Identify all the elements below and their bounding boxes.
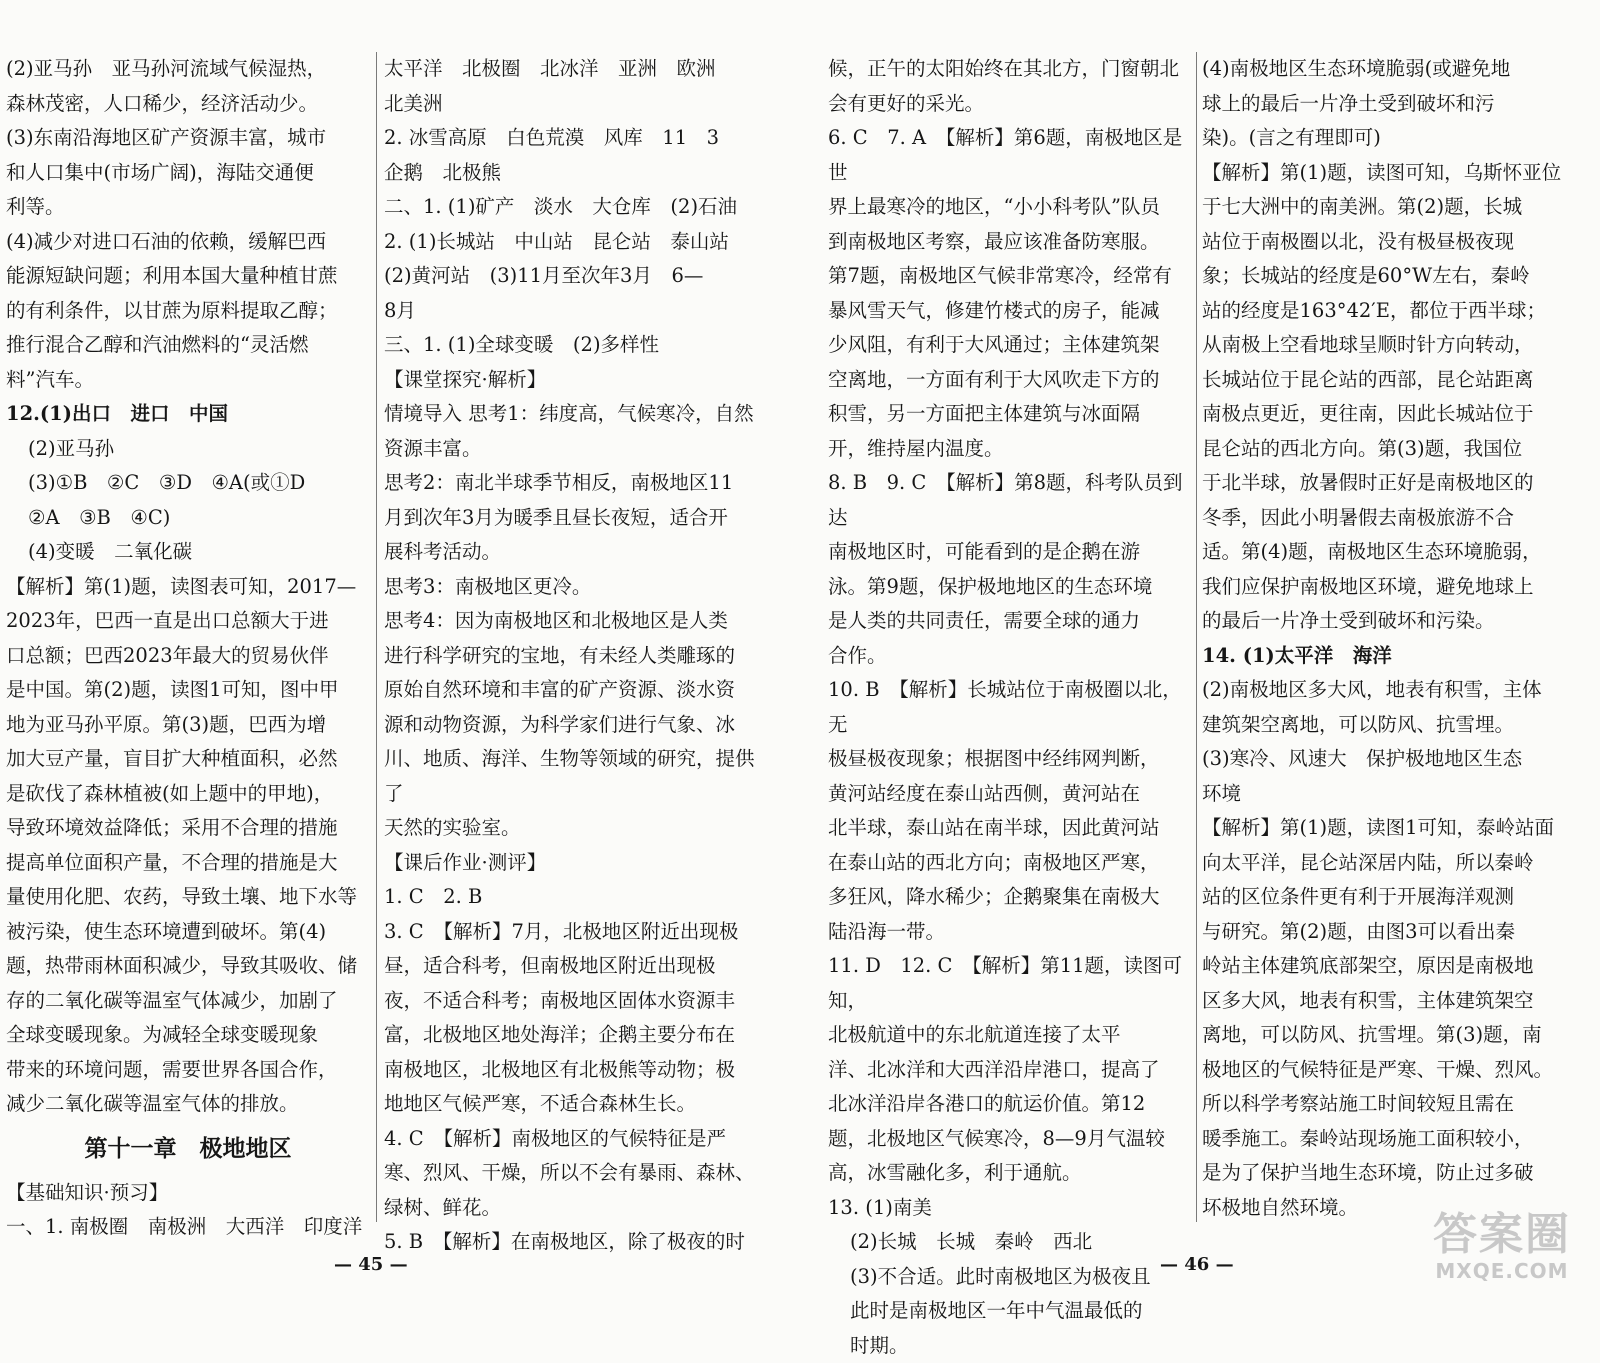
text-line: 空离地，一方面有利于大风吹走下方的 bbox=[828, 363, 1188, 398]
text-line: 区多大风，地表有积雪，主体建筑架空 bbox=[1202, 984, 1582, 1019]
text-line: (2)黄河站 (3)11月至次年3月 6— bbox=[384, 259, 762, 294]
text-line: 积雪，另一方面把主体建筑与冰面隔 bbox=[828, 397, 1188, 432]
text-line: 所以科学考察站施工时间较短且需在 bbox=[1202, 1087, 1582, 1122]
text-line: 量使用化肥、农药，导致土壤、地下水等 bbox=[6, 880, 370, 915]
text-line: 6. C 7. A 【解析】第6题，南极地区是世 bbox=[828, 121, 1188, 190]
text-line: 全球变暖现象。为减轻全球变暖现象 bbox=[6, 1018, 370, 1053]
page-number: — 45 — bbox=[334, 1254, 408, 1275]
text-line: 推行混合乙醇和汽油燃料的“灵活燃 bbox=[6, 328, 370, 363]
text-line: 的有利条件，以甘蔗为原料提取乙醇； bbox=[6, 294, 370, 329]
text-line: 利等。 bbox=[6, 190, 370, 225]
text-line: (4)变暖 二氧化碳 bbox=[6, 535, 370, 570]
text-line: 环境 bbox=[1202, 777, 1582, 812]
text-line: 北极航道中的东北航道连接了太平 bbox=[828, 1018, 1188, 1053]
watermark-logo bbox=[1422, 1211, 1582, 1283]
text-line: 站位于南极圈以北，没有极昼极夜现 bbox=[1202, 225, 1582, 260]
text-line: 绿树、鲜花。 bbox=[384, 1191, 762, 1226]
text-line: 是人类的共同责任，需要全球的通力 bbox=[828, 604, 1188, 639]
text-line: (3)不合适。此时南极地区为极夜且 bbox=[828, 1260, 1188, 1295]
text-line: (2)亚马孙 亚马孙河流域气候湿热， bbox=[6, 52, 370, 87]
text-line: 长城站位于昆仑站的西部，昆仑站距离 bbox=[1202, 363, 1582, 398]
text-line: 思考3：南极地区更冷。 bbox=[384, 570, 762, 605]
text-line: 于北半球，放暑假时正好是南极地区的 bbox=[1202, 466, 1582, 501]
text-line: 此时是南极地区一年中气温最低的 bbox=[828, 1294, 1188, 1329]
text-line: 会有更好的采光。 bbox=[828, 87, 1188, 122]
text-line: 资源丰富。 bbox=[384, 432, 762, 467]
text-line: 企鹅 北极熊 bbox=[384, 156, 762, 191]
text-line: 北冰洋沿岸各港口的航运价值。第12 bbox=[828, 1087, 1188, 1122]
text-line: 适。第(4)题，南极地区生态环境脆弱， bbox=[1202, 535, 1582, 570]
text-line: 加大豆产量，盲目扩大种植面积，必然 bbox=[6, 742, 370, 777]
text-line: 黄河站经度在泰山站西侧，黄河站在 bbox=[828, 777, 1188, 812]
text-line: 题，热带雨林面积减少，导致其吸收、储 bbox=[6, 949, 370, 984]
text-line: 洋、北冰洋和大西洋沿岸港口，提高了 bbox=[828, 1053, 1188, 1088]
text-line: 寒、烈风、干燥，所以不会有暴雨、森林、 bbox=[384, 1156, 762, 1191]
text-line: 染)。(言之有理即可) bbox=[1202, 121, 1582, 156]
text-line: 口总额；巴西2023年最大的贸易伙伴 bbox=[6, 639, 370, 674]
section-heading: 【课堂探究·解析】 bbox=[384, 363, 762, 398]
text-line: 离地，可以防风、抗雪埋。第(3)题，南 bbox=[1202, 1018, 1582, 1053]
text-line: 8. B 9. C 【解析】第8题，科考队员到达 bbox=[828, 466, 1188, 535]
watermark-logo-text: 答案圈 bbox=[1422, 1211, 1582, 1259]
text-line: 在泰山站的西北方向；南极地区严寒， bbox=[828, 846, 1188, 881]
text-line: 导致环境效益降低；采用不合理的措施 bbox=[6, 811, 370, 846]
text-line: 南极点更近，更往南，因此长城站位于 bbox=[1202, 397, 1582, 432]
text-line: 第7题，南极地区气候非常寒冷，经常有 bbox=[828, 259, 1188, 294]
text-line: 进行科学研究的宝地，有未经人类雕琢的 bbox=[384, 639, 762, 674]
left-page-column-2 bbox=[384, 52, 762, 1260]
text-line: 思考2：南北半球季节相反，南极地区11 bbox=[384, 466, 762, 501]
text-line: 是砍伐了森林植被(如上题中的甲地)， bbox=[6, 777, 370, 812]
left-page-column-1 bbox=[6, 52, 370, 1245]
text-line: 情境导入 思考1：纬度高，气候寒冷，自然 bbox=[384, 397, 762, 432]
text-line: 原始自然环境和丰富的矿产资源、淡水资 bbox=[384, 673, 762, 708]
text-line: 太平洋 北极圈 北冰洋 亚洲 欧洲 bbox=[384, 52, 762, 87]
text-line: 冬季，因此小明暑假去南极旅游不合 bbox=[1202, 501, 1582, 536]
text-line: 球上的最后一片净土受到破坏和污 bbox=[1202, 87, 1582, 122]
text-line: 南极地区时，可能看到的是企鹅在游 bbox=[828, 535, 1188, 570]
text-line: 天然的实验室。 bbox=[384, 811, 762, 846]
text-line: 站的经度是163°42′E，都位于西半球； bbox=[1202, 294, 1582, 329]
chapter-title: 第十一章 极地地区 bbox=[6, 1128, 370, 1170]
text-line: (3)①B ②C ③D ④A(或①D bbox=[6, 466, 370, 501]
text-line: 2023年，巴西一直是出口总额大于进 bbox=[6, 604, 370, 639]
right-page-column-1 bbox=[828, 52, 1188, 1363]
text-line: 与研究。第(2)题，由图3可以看出秦 bbox=[1202, 915, 1582, 950]
text-line: 题，北极地区气候寒冷，8—9月气温较 bbox=[828, 1122, 1188, 1157]
left-page bbox=[0, 0, 790, 1293]
text-line: (3)东南沿海地区矿产资源丰富，城市 bbox=[6, 121, 370, 156]
text-line: 提高单位面积产量，不合理的措施是大 bbox=[6, 846, 370, 881]
text-line: 站的区位条件更有利于开展海洋观测 bbox=[1202, 880, 1582, 915]
text-line: 坏极地自然环境。 bbox=[1202, 1191, 1582, 1226]
text-line: 月到次年3月为暖季且昼长夜短，适合开 bbox=[384, 501, 762, 536]
text-line: 昼，适合科考，但南极地区附近出现极 bbox=[384, 949, 762, 984]
text-line: 源和动物资源，为科学家们进行气象、冰 bbox=[384, 708, 762, 743]
text-line: 少风阻，有利于大风通过；主体建筑架 bbox=[828, 328, 1188, 363]
text-line: (2)长城 长城 秦岭 西北 bbox=[828, 1225, 1188, 1260]
text-line: 和人口集中(市场广阔)，海陆交通便 bbox=[6, 156, 370, 191]
text-line: 于七大洲中的南美洲。第(2)题，长城 bbox=[1202, 190, 1582, 225]
text-line: 北美洲 bbox=[384, 87, 762, 122]
text-line: 思考4：因为南极地区和北极地区是人类 bbox=[384, 604, 762, 639]
text-line: (2)南极地区多大风，地表有积雪，主体 bbox=[1202, 673, 1582, 708]
text-line: 时期。 bbox=[828, 1329, 1188, 1363]
text-line: 是中国。第(2)题，读图1可知，图中甲 bbox=[6, 673, 370, 708]
text-line: 极昼极夜现象；根据图中经纬网判断， bbox=[828, 742, 1188, 777]
text-line: 向太平洋，昆仑站深居内陆，所以秦岭 bbox=[1202, 846, 1582, 881]
text-line: ②A ③B ④C) bbox=[6, 501, 370, 536]
watermark-url: MXQE.COM bbox=[1422, 1259, 1582, 1283]
text-line: 4. C 【解析】南极地区的气候特征是严 bbox=[384, 1122, 762, 1157]
text-line: 昆仑站的西北方向。第(3)题，我国位 bbox=[1202, 432, 1582, 467]
text-line: 森林茂密，人口稀少，经济活动少。 bbox=[6, 87, 370, 122]
text-line: 暴风雪天气，修建竹楼式的房子，能减 bbox=[828, 294, 1188, 329]
text-line: 夜，不适合科考；南极地区固体水资源丰 bbox=[384, 984, 762, 1019]
text-line: 南极地区，北极地区有北极熊等动物；极 bbox=[384, 1053, 762, 1088]
text-line: 料”汽车。 bbox=[6, 363, 370, 398]
analysis-line: 【解析】第(1)题，读图1可知，泰岭站面 bbox=[1202, 811, 1582, 846]
text-line: 候，正午的太阳始终在其北方，门窗朝北 bbox=[828, 52, 1188, 87]
text-line: (3)寒冷、风速大 保护极地地区生态 bbox=[1202, 742, 1582, 777]
text-line: 11. D 12. C 【解析】第11题，读图可知， bbox=[828, 949, 1188, 1018]
column-divider bbox=[376, 52, 377, 1222]
text-line: 存的二氧化碳等温室气体减少，加剧了 bbox=[6, 984, 370, 1019]
text-line: 北半球，泰山站在南半球，因此黄河站 bbox=[828, 811, 1188, 846]
text-line: 暖季施工。秦岭站现场施工面积较小， bbox=[1202, 1122, 1582, 1157]
question-number-line: 14. (1)太平洋 海洋 bbox=[1202, 639, 1582, 674]
text-line: 能源短缺问题；利用本国大量种植甘蔗 bbox=[6, 259, 370, 294]
text-line: 减少二氧化碳等温室气体的排放。 bbox=[6, 1087, 370, 1122]
text-line: 我们应保护南极地区环境，避免地球上 bbox=[1202, 570, 1582, 605]
text-line: 被污染，使生态环境遭到破坏。第(4) bbox=[6, 915, 370, 950]
text-line: 开，维持屋内温度。 bbox=[828, 432, 1188, 467]
text-line: 高，冰雪融化多，利于通航。 bbox=[828, 1156, 1188, 1191]
section-heading: 【基础知识·预习】 bbox=[6, 1176, 370, 1211]
page-number: — 46 — bbox=[1160, 1254, 1234, 1275]
text-line: 多狂风，降水稀少；企鹅聚集在南极大 bbox=[828, 880, 1188, 915]
text-line: (4)减少对进口石油的依赖，缓解巴西 bbox=[6, 225, 370, 260]
analysis-line: 【解析】第(1)题，读图可知，乌斯怀亚位 bbox=[1202, 156, 1582, 191]
text-line: 地为亚马孙平原。第(3)题，巴西为增 bbox=[6, 708, 370, 743]
text-line: 8月 bbox=[384, 294, 762, 329]
text-line: 展科考活动。 bbox=[384, 535, 762, 570]
text-line: 一、1. 南极圈 南极洲 大西洋 印度洋 bbox=[6, 1210, 370, 1245]
text-line: 2. 冰雪高原 白色荒漠 风库 11 3 bbox=[384, 121, 762, 156]
text-line: 泳。第9题，保护极地地区的生态环境 bbox=[828, 570, 1188, 605]
analysis-line: 【解析】第(1)题，读图表可知，2017— bbox=[6, 570, 370, 605]
section-heading: 【课后作业·测评】 bbox=[384, 846, 762, 881]
text-line: 极地区的气候特征是严寒、干燥、烈风。 bbox=[1202, 1053, 1582, 1088]
text-line: 的最后一片净土受到破坏和污染。 bbox=[1202, 604, 1582, 639]
text-line: 从南极上空看地球呈顺时针方向转动， bbox=[1202, 328, 1582, 363]
text-line: 陆沿海一带。 bbox=[828, 915, 1188, 950]
text-line: 象；长城站的经度是60°W左右，秦岭 bbox=[1202, 259, 1582, 294]
text-line: 5. B 【解析】在南极地区，除了极夜的时 bbox=[384, 1225, 762, 1260]
text-line: 3. C 【解析】7月，北极地区附近出现极 bbox=[384, 915, 762, 950]
text-line: 13. (1)南美 bbox=[828, 1191, 1188, 1226]
text-line: 界上最寒冷的地区，“小小科考队”队员 bbox=[828, 190, 1188, 225]
text-line: 是为了保护当地生态环境，防止过多破 bbox=[1202, 1156, 1582, 1191]
text-line: (2)亚马孙 bbox=[6, 432, 370, 467]
text-line: 二、1. (1)矿产 淡水 大仓库 (2)石油 bbox=[384, 190, 762, 225]
text-line: 建筑架空离地，可以防风、抗雪埋。 bbox=[1202, 708, 1582, 743]
right-page-column-2 bbox=[1202, 52, 1582, 1225]
text-line: 2. (1)长城站 中山站 昆仑站 泰山站 bbox=[384, 225, 762, 260]
question-number-line: 12.(1)出口 进口 中国 bbox=[6, 397, 370, 432]
text-line: 10. B 【解析】长城站位于南极圈以北，无 bbox=[828, 673, 1188, 742]
text-line: 带来的环境问题，需要世界各国合作， bbox=[6, 1053, 370, 1088]
right-page bbox=[818, 0, 1600, 1293]
text-line: 合作。 bbox=[828, 639, 1188, 674]
text-line: (4)南极地区生态环境脆弱(或避免地 bbox=[1202, 52, 1582, 87]
text-line: 1. C 2. B bbox=[384, 880, 762, 915]
text-line: 到南极地区考察，最应该准备防寒服。 bbox=[828, 225, 1188, 260]
text-line: 三、1. (1)全球变暖 (2)多样性 bbox=[384, 328, 762, 363]
text-line: 岭站主体建筑底部架空，原因是南极地 bbox=[1202, 949, 1582, 984]
text-line: 地地区气候严寒，不适合森林生长。 bbox=[384, 1087, 762, 1122]
column-divider bbox=[1196, 52, 1197, 1222]
text-line: 富，北极地区地处海洋；企鹅主要分布在 bbox=[384, 1018, 762, 1053]
text-line: 川、地质、海洋、生物等领域的研究，提供了 bbox=[384, 742, 762, 811]
